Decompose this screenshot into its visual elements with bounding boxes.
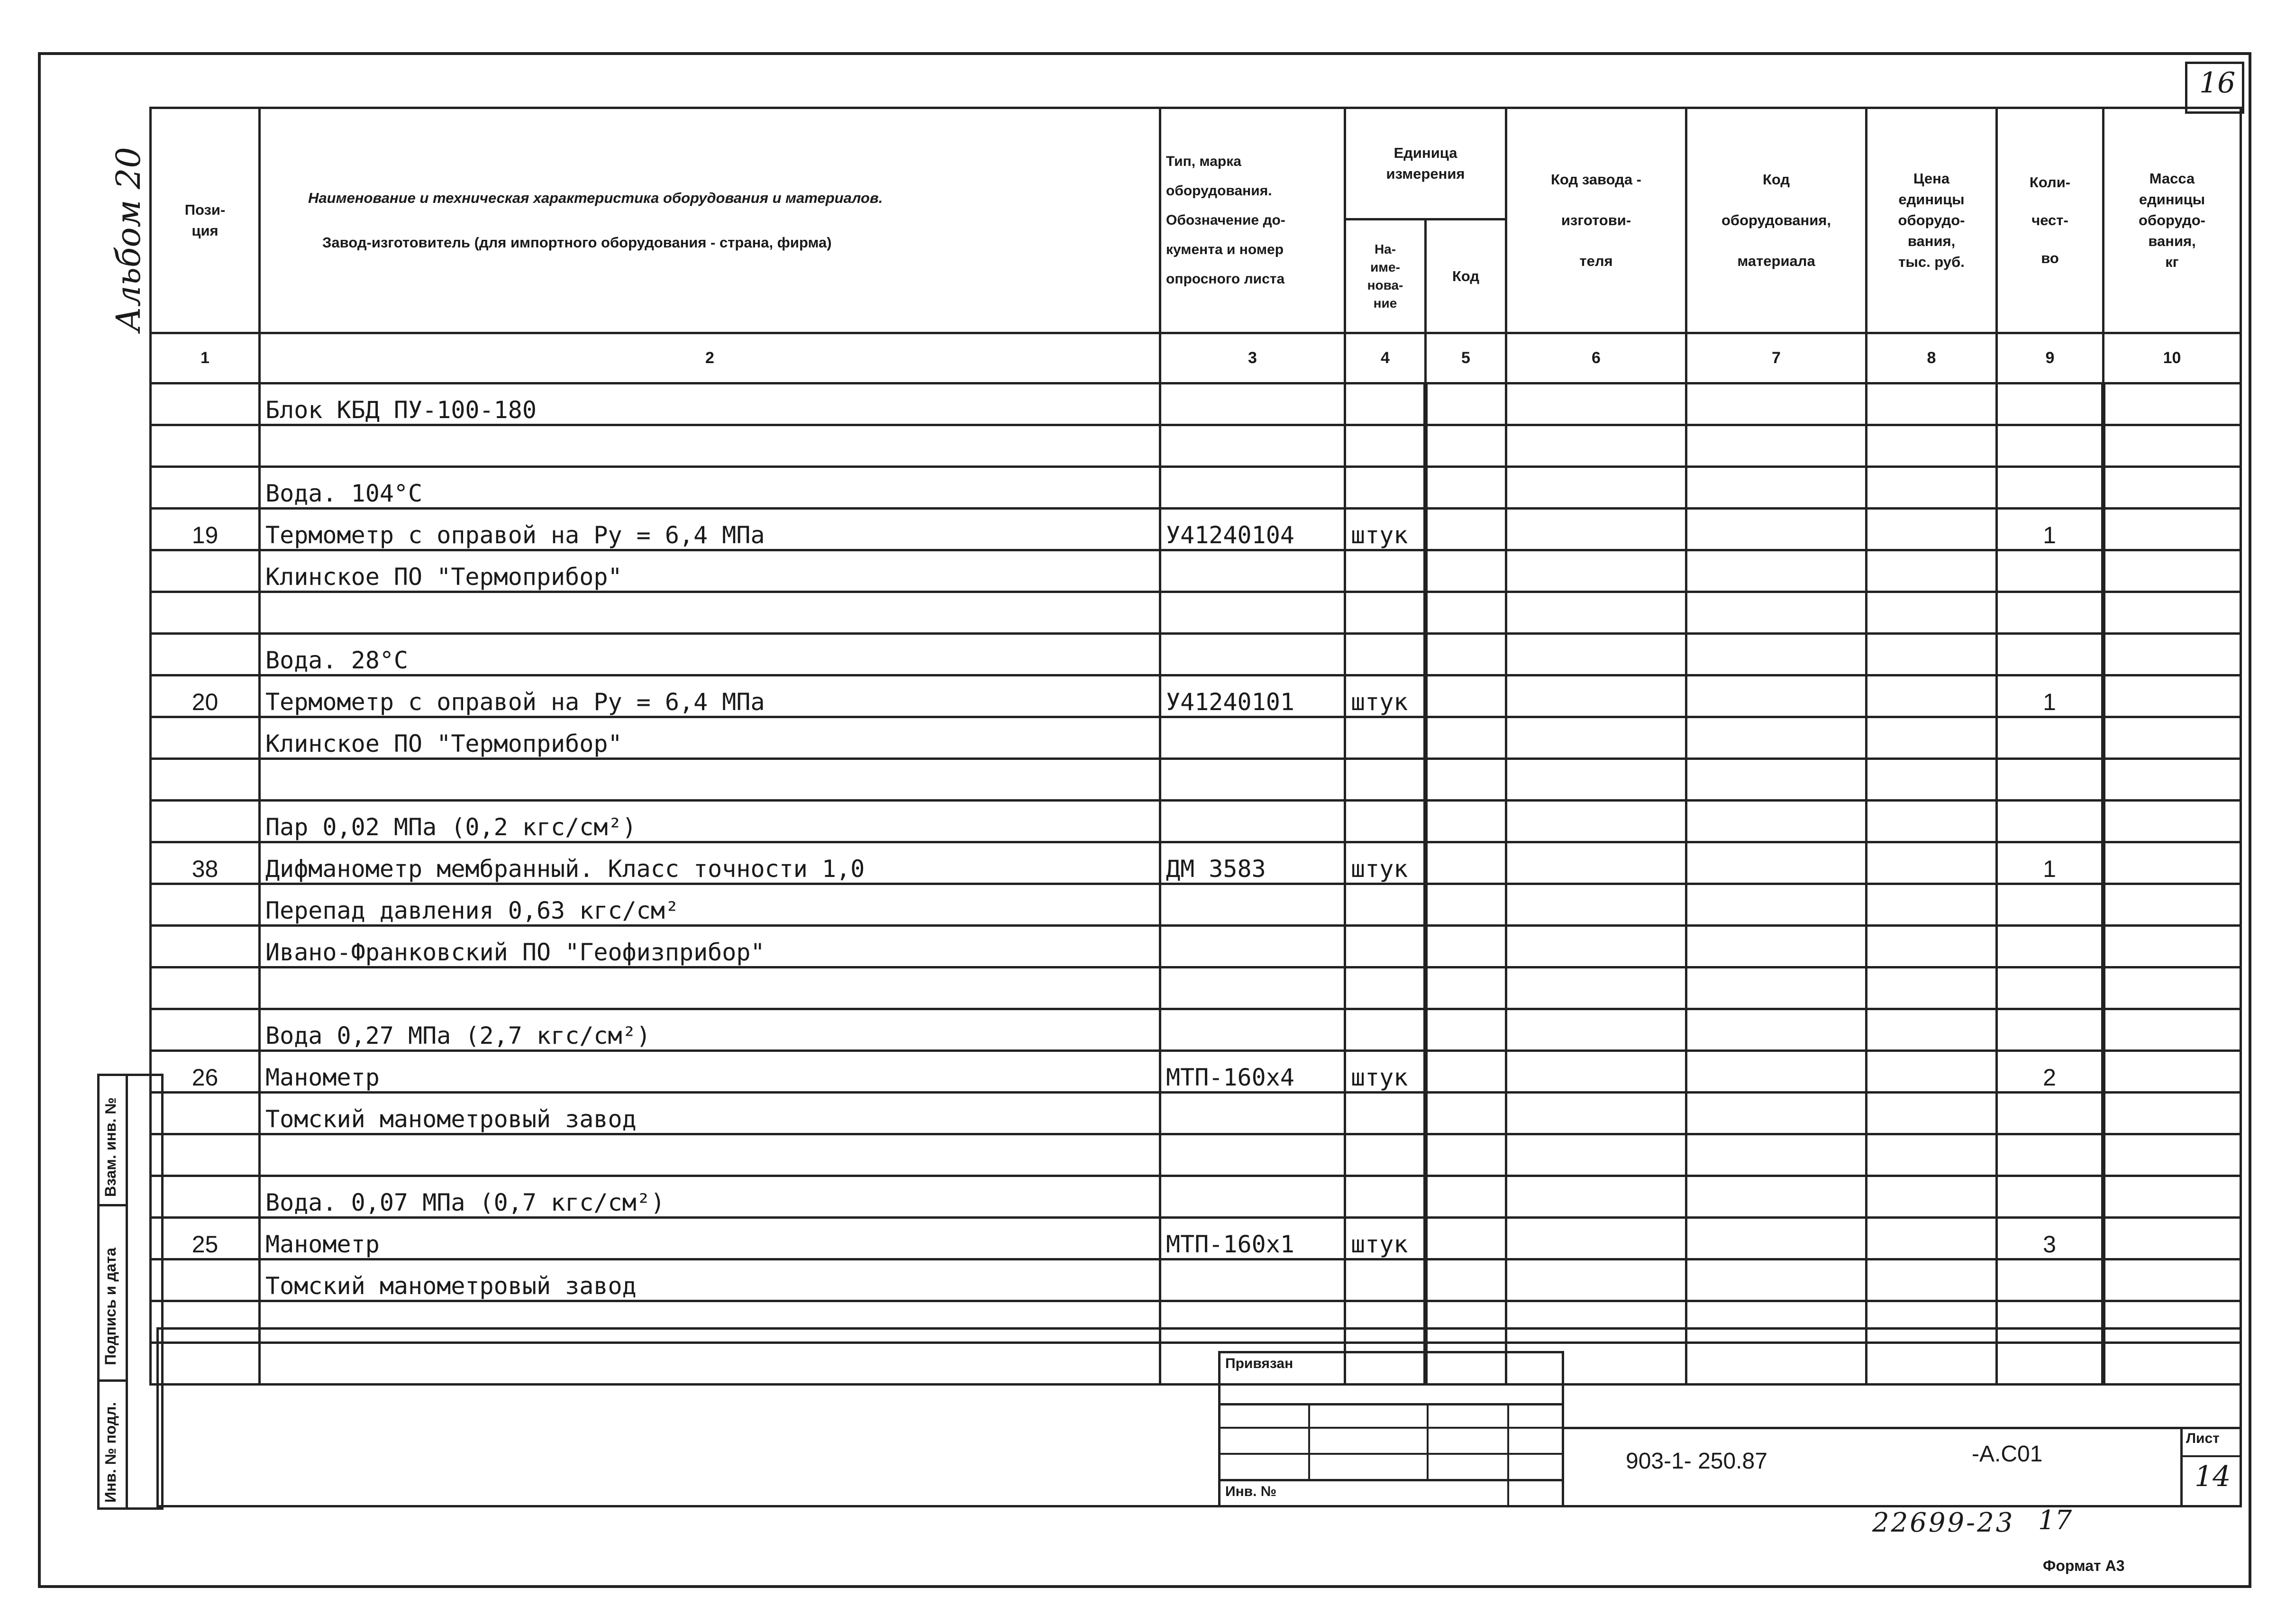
cell-unit: [1345, 967, 1426, 1009]
cell-unit: [1345, 1134, 1426, 1176]
cell-position: [151, 717, 260, 759]
header-name: Наименование и техническая характеристика оборудования и материалов. Завод-изготовитель (для импортного оборудования - страна, фирма): [260, 108, 1160, 333]
col-num: 6: [1506, 333, 1686, 383]
cell-name: Блок КБД ПУ-100-180: [260, 383, 1160, 425]
cell-unit-code: [1426, 926, 1506, 967]
cell-equipment-code: [1686, 884, 1867, 926]
cell-price: [1867, 1051, 1997, 1093]
cell-price: [1867, 717, 1997, 759]
cell-quantity: [1997, 1176, 2104, 1218]
cell-factory-code: [1506, 1009, 1686, 1051]
cell-unit-code: [1426, 634, 1506, 675]
cell-equipment-code: [1686, 967, 1867, 1009]
cell-name: Манометр: [260, 1051, 1160, 1093]
header-unit-group: Единица измерения: [1345, 108, 1506, 219]
cell-equipment-code: [1686, 842, 1867, 884]
col-num: 9: [1997, 333, 2104, 383]
cell-position: [151, 1259, 260, 1301]
cell-price: [1867, 509, 1997, 550]
cell-unit: [1345, 383, 1426, 425]
cell-type: [1160, 884, 1345, 926]
cell-factory-code: [1506, 383, 1686, 425]
cell-name: Пар 0,02 МПа (0,2 кгс/см²): [260, 801, 1160, 842]
cell-equipment-code: [1686, 759, 1867, 801]
cell-unit-code: [1426, 1009, 1506, 1051]
cell-factory-code: [1506, 717, 1686, 759]
cell-unit-code: [1426, 425, 1506, 467]
cell-price: [1867, 1093, 1997, 1134]
cell-mass: [2104, 884, 2241, 926]
cell-unit: [1345, 634, 1426, 675]
header-factory-code: Код завода - изготови- теля: [1506, 108, 1686, 333]
cell-type: [1160, 759, 1345, 801]
cell-position: [151, 801, 260, 842]
header-equipment-code: Код оборудования, материала: [1686, 108, 1867, 333]
cell-unit-code: [1426, 1259, 1506, 1301]
cell-factory-code: [1506, 425, 1686, 467]
grid-line: [1218, 1453, 1564, 1455]
col-num: 4: [1345, 333, 1426, 383]
cell-factory-code: [1506, 842, 1686, 884]
cell-unit: штук: [1345, 1218, 1426, 1259]
cell-unit: [1345, 467, 1426, 509]
cell-type: [1160, 467, 1345, 509]
cell-position: [151, 1176, 260, 1218]
header-unit-code: Код: [1426, 219, 1506, 333]
cell-price: [1867, 884, 1997, 926]
cell-type: [1160, 801, 1345, 842]
cell-position: 26: [151, 1051, 260, 1093]
cell-price: [1867, 467, 1997, 509]
cell-position: [151, 1093, 260, 1134]
cell-mass: [2104, 383, 2241, 425]
cell-quantity: [1997, 425, 2104, 467]
cell-mass: [2104, 592, 2241, 634]
cell-mass: [2104, 842, 2241, 884]
cell-unit: штук: [1345, 842, 1426, 884]
cell-price: [1867, 1259, 1997, 1301]
grid-line: [1507, 1403, 1509, 1507]
cell-factory-code: [1506, 967, 1686, 1009]
cell-position: [151, 383, 260, 425]
cell-factory-code: [1506, 801, 1686, 842]
cell-factory-code: [1506, 1134, 1686, 1176]
cell-quantity: [1997, 926, 2104, 967]
table-row: [151, 759, 2241, 801]
cell-position: [151, 884, 260, 926]
col-num: 1: [151, 333, 260, 383]
cell-type: [1160, 926, 1345, 967]
cell-price: [1867, 759, 1997, 801]
cell-unit-code: [1426, 717, 1506, 759]
cell-quantity: 1: [1997, 509, 2104, 550]
cell-type: [1160, 1259, 1345, 1301]
format-label: Формат А3: [2043, 1557, 2125, 1574]
cell-name: [260, 759, 1160, 801]
cell-position: [151, 967, 260, 1009]
cell-quantity: [1997, 884, 2104, 926]
col-num: 2: [260, 333, 1160, 383]
table-row: [151, 801, 2241, 842]
cell-price: [1867, 842, 1997, 884]
col-num: 7: [1686, 333, 1867, 383]
cell-mass: [2104, 717, 2241, 759]
cell-type: [1160, 550, 1345, 592]
document-code: 903-1- 250.87: [1626, 1449, 1767, 1474]
cell-unit-code: [1426, 1134, 1506, 1176]
cell-unit: [1345, 759, 1426, 801]
header-quantity: Коли- чест- во: [1997, 108, 2104, 333]
cell-name: Вода. 28°С: [260, 634, 1160, 675]
header-unit-name: На- име- нова- ние: [1345, 219, 1426, 333]
cell-price: [1867, 425, 1997, 467]
cell-mass: [2104, 425, 2241, 467]
table-row: [151, 675, 2241, 717]
cell-type: [1160, 383, 1345, 425]
table-row: [151, 1218, 2241, 1259]
header-price: Цена единицы оборудо- вания, тыс. руб.: [1867, 108, 1997, 333]
side-vzam: Взам. инв. №: [102, 1097, 119, 1197]
cell-type: [1160, 1176, 1345, 1218]
grid-line: [126, 1074, 128, 1510]
cell-price: [1867, 1134, 1997, 1176]
cell-quantity: [1997, 550, 2104, 592]
cell-position: [151, 1134, 260, 1176]
cell-type: [1160, 592, 1345, 634]
cell-position: [151, 634, 260, 675]
cell-quantity: [1997, 1259, 2104, 1301]
table-row: [151, 1051, 2241, 1093]
cell-mass: [2104, 509, 2241, 550]
cell-factory-code: [1506, 467, 1686, 509]
cell-equipment-code: [1686, 926, 1867, 967]
cell-name: Клинское ПО "Термоприбор": [260, 717, 1160, 759]
grid-line: [97, 1204, 126, 1206]
cell-equipment-code: [1686, 509, 1867, 550]
title-block: [156, 1327, 2242, 1507]
cell-quantity: [1997, 759, 2104, 801]
cell-position: 19: [151, 509, 260, 550]
cell-type: [1160, 717, 1345, 759]
cell-position: [151, 926, 260, 967]
cell-quantity: [1997, 801, 2104, 842]
table-row: [151, 509, 2241, 550]
specification-table: [149, 107, 2242, 1386]
table-row: [151, 717, 2241, 759]
cell-name: Манометр: [260, 1218, 1160, 1259]
cell-equipment-code: [1686, 550, 1867, 592]
cell-position: [151, 1009, 260, 1051]
cell-name: Вода. 0,07 МПа (0,7 кгс/см²): [260, 1176, 1160, 1218]
cell-type: [1160, 1009, 1345, 1051]
cell-mass: [2104, 675, 2241, 717]
cell-unit-code: [1426, 801, 1506, 842]
cell-factory-code: [1506, 1051, 1686, 1093]
cell-mass: [2104, 550, 2241, 592]
cell-unit: [1345, 717, 1426, 759]
cell-name: [260, 425, 1160, 467]
cell-equipment-code: [1686, 634, 1867, 675]
cell-mass: [2104, 1176, 2241, 1218]
cell-price: [1867, 675, 1997, 717]
cell-factory-code: [1506, 1093, 1686, 1134]
table-row: [151, 1093, 2241, 1134]
cell-equipment-code: [1686, 467, 1867, 509]
cell-price: [1867, 1009, 1997, 1051]
cell-unit-code: [1426, 967, 1506, 1009]
cell-mass: [2104, 1134, 2241, 1176]
grid-line: [97, 1379, 126, 1382]
cell-type: ДМ 3583: [1160, 842, 1345, 884]
col-num: 8: [1867, 333, 1997, 383]
cell-quantity: [1997, 383, 2104, 425]
cell-position: [151, 592, 260, 634]
cell-factory-code: [1506, 1259, 1686, 1301]
cell-mass: [2104, 634, 2241, 675]
cell-price: [1867, 967, 1997, 1009]
corner-number: 16: [2199, 66, 2236, 100]
col-num: 10: [2104, 333, 2241, 383]
cell-price: [1867, 1176, 1997, 1218]
cell-equipment-code: [1686, 717, 1867, 759]
cell-equipment-code: [1686, 675, 1867, 717]
table-row: [151, 967, 2241, 1009]
bottom-number: 22699-23: [1872, 1507, 2015, 1538]
cell-quantity: 2: [1997, 1051, 2104, 1093]
cell-unit-code: [1426, 592, 1506, 634]
cell-quantity: 1: [1997, 675, 2104, 717]
cell-unit-code: [1426, 1176, 1506, 1218]
cell-mass: [2104, 1218, 2241, 1259]
cell-factory-code: [1506, 1218, 1686, 1259]
cell-quantity: [1997, 467, 2104, 509]
cell-factory-code: [1506, 675, 1686, 717]
header-type: Тип, марка оборудования. Обозначение до- кумента и номер опросного листа: [1160, 108, 1345, 333]
cell-price: [1867, 592, 1997, 634]
album-label: Альбом 20: [109, 147, 148, 332]
cell-equipment-code: [1686, 1051, 1867, 1093]
cell-unit-code: [1426, 1051, 1506, 1093]
cell-unit-code: [1426, 884, 1506, 926]
cell-name: Вода. 104°С: [260, 467, 1160, 509]
table-row: [151, 884, 2241, 926]
cell-quantity: [1997, 1009, 2104, 1051]
cell-unit: [1345, 592, 1426, 634]
cell-type: [1160, 634, 1345, 675]
cell-price: [1867, 634, 1997, 675]
cell-unit: [1345, 884, 1426, 926]
cell-quantity: [1997, 592, 2104, 634]
cell-mass: [2104, 1051, 2241, 1093]
cell-mass: [2104, 801, 2241, 842]
cell-unit-code: [1426, 550, 1506, 592]
cell-factory-code: [1506, 550, 1686, 592]
cell-equipment-code: [1686, 1093, 1867, 1134]
cell-equipment-code: [1686, 592, 1867, 634]
cell-type: [1160, 1134, 1345, 1176]
privyazan-label: Привязан: [1225, 1356, 1293, 1371]
cell-unit: штук: [1345, 1051, 1426, 1093]
cell-unit: [1345, 1259, 1426, 1301]
table-row: [151, 425, 2241, 467]
cell-type: У41240101: [1160, 675, 1345, 717]
cell-factory-code: [1506, 1176, 1686, 1218]
cell-unit-code: [1426, 383, 1506, 425]
cell-mass: [2104, 1009, 2241, 1051]
cell-equipment-code: [1686, 1176, 1867, 1218]
table-row: [151, 467, 2241, 509]
grid-line: [1427, 1403, 1429, 1479]
cell-mass: [2104, 759, 2241, 801]
cell-type: У41240104: [1160, 509, 1345, 550]
cell-name: Перепад давления 0,63 кгс/см²: [260, 884, 1160, 926]
cell-name: Дифманометр мембранный. Класс точности 1,0: [260, 842, 1160, 884]
col-num: 3: [1160, 333, 1345, 383]
cell-factory-code: [1506, 509, 1686, 550]
cell-factory-code: [1506, 592, 1686, 634]
cell-position: [151, 550, 260, 592]
cell-unit-code: [1426, 759, 1506, 801]
cell-price: [1867, 801, 1997, 842]
grid-line: [1218, 1427, 1564, 1429]
cell-unit: [1345, 425, 1426, 467]
cell-unit-code: [1426, 509, 1506, 550]
cell-name: Томский манометровый завод: [260, 1093, 1160, 1134]
cell-unit: [1345, 1093, 1426, 1134]
cell-position: [151, 759, 260, 801]
table-row: [151, 926, 2241, 967]
cell-name: Вода 0,27 МПа (2,7 кгс/см²): [260, 1009, 1160, 1051]
cell-unit: [1345, 550, 1426, 592]
cell-type: МТП-160х1: [1160, 1218, 1345, 1259]
cell-type: МТП-160х4: [1160, 1051, 1345, 1093]
grid-line: [1564, 1427, 2242, 1429]
cell-unit-code: [1426, 1093, 1506, 1134]
table-row: [151, 383, 2241, 425]
table-row: [151, 1259, 2241, 1301]
cell-equipment-code: [1686, 1009, 1867, 1051]
cell-equipment-code: [1686, 1259, 1867, 1301]
cell-position: 38: [151, 842, 260, 884]
cell-unit-code: [1426, 675, 1506, 717]
cell-position: 20: [151, 675, 260, 717]
cell-mass: [2104, 467, 2241, 509]
col-num: 5: [1426, 333, 1506, 383]
table-row: [151, 1134, 2241, 1176]
cell-unit: [1345, 1009, 1426, 1051]
cell-position: [151, 425, 260, 467]
cell-equipment-code: [1686, 383, 1867, 425]
cell-equipment-code: [1686, 425, 1867, 467]
cell-price: [1867, 550, 1997, 592]
cell-quantity: [1997, 967, 2104, 1009]
list-label: Лист: [2186, 1431, 2220, 1446]
cell-unit: [1345, 926, 1426, 967]
cell-unit-code: [1426, 467, 1506, 509]
table-row: [151, 550, 2241, 592]
cell-name: [260, 1134, 1160, 1176]
cell-name: Термометр с оправой на Ру = 6,4 МПа: [260, 675, 1160, 717]
cell-name: [260, 967, 1160, 1009]
table-row: [151, 634, 2241, 675]
cell-name: Клинское ПО "Термоприбор": [260, 550, 1160, 592]
header-position: Пози- ция: [151, 108, 260, 333]
cell-equipment-code: [1686, 1218, 1867, 1259]
inv-no-label: Инв. №: [1225, 1484, 1277, 1499]
header-mass: Масса единицы оборудо- вания, кг: [2104, 108, 2241, 333]
cell-type: [1160, 967, 1345, 1009]
cell-price: [1867, 383, 1997, 425]
cell-type: [1160, 425, 1345, 467]
cell-quantity: [1997, 1134, 2104, 1176]
bottom-page: 17: [2038, 1505, 2072, 1536]
cell-quantity: [1997, 717, 2104, 759]
cell-equipment-code: [1686, 801, 1867, 842]
cell-factory-code: [1506, 634, 1686, 675]
cell-factory-code: [1506, 884, 1686, 926]
cell-position: [151, 467, 260, 509]
cell-unit: штук: [1345, 509, 1426, 550]
cell-name: Томский манометровый завод: [260, 1259, 1160, 1301]
cell-unit-code: [1426, 842, 1506, 884]
table-row: [151, 1009, 2241, 1051]
cell-name: Ивано-Франковский ПО "Геофизприбор": [260, 926, 1160, 967]
cell-mass: [2104, 1093, 2241, 1134]
cell-unit: [1345, 801, 1426, 842]
side-podpis: Подпись и дата: [102, 1248, 119, 1365]
grid-line: [1308, 1403, 1310, 1479]
cell-mass: [2104, 926, 2241, 967]
cell-type: [1160, 1093, 1345, 1134]
cell-factory-code: [1506, 926, 1686, 967]
cell-mass: [2104, 1259, 2241, 1301]
cell-position: 25: [151, 1218, 260, 1259]
cell-quantity: 3: [1997, 1218, 2104, 1259]
cell-name: [260, 592, 1160, 634]
cell-mass: [2104, 967, 2241, 1009]
cell-factory-code: [1506, 759, 1686, 801]
table-row: [151, 592, 2241, 634]
cell-unit-code: [1426, 1218, 1506, 1259]
cell-unit: [1345, 1176, 1426, 1218]
table-row: [151, 1176, 2241, 1218]
table-row: [151, 842, 2241, 884]
document-suffix: -А.С01: [1972, 1442, 2043, 1467]
cell-quantity: 1: [1997, 842, 2104, 884]
cell-equipment-code: [1686, 1134, 1867, 1176]
cell-unit: штук: [1345, 675, 1426, 717]
side-inv-podl: Инв. № подл.: [102, 1402, 119, 1503]
cell-price: [1867, 926, 1997, 967]
cell-quantity: [1997, 1093, 2104, 1134]
cell-name: Термометр с оправой на Ру = 6,4 МПа: [260, 509, 1160, 550]
list-value: 14: [2195, 1460, 2231, 1493]
cell-quantity: [1997, 634, 2104, 675]
cell-price: [1867, 1218, 1997, 1259]
column-number-row: [151, 333, 2241, 383]
grid-line: [1218, 1479, 1564, 1481]
grid-line: [2180, 1455, 2242, 1457]
